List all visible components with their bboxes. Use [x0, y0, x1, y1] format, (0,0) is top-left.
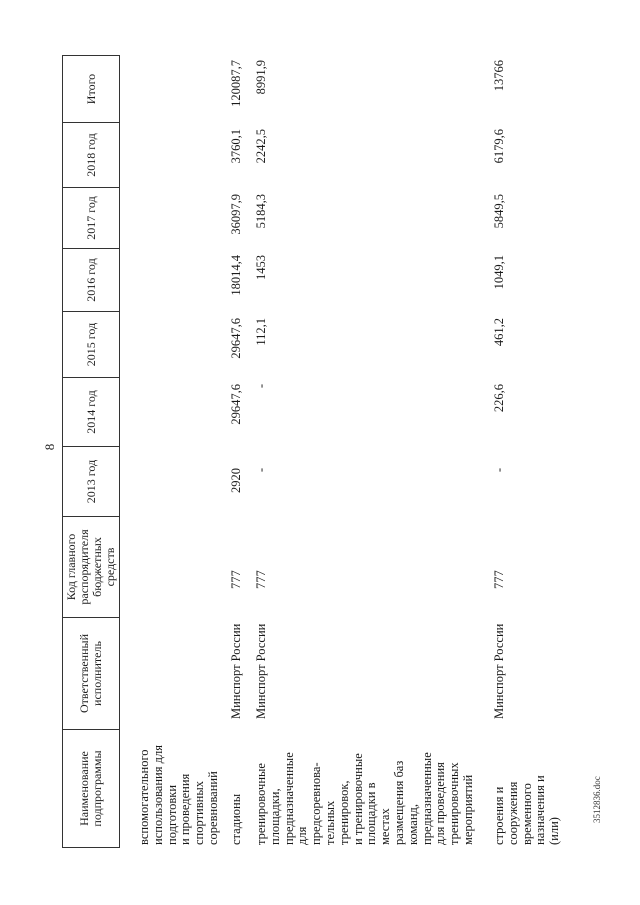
row-value-2013: - — [492, 468, 506, 473]
header-code: Код главного распорядителя бюджетных средств — [63, 516, 119, 617]
row-code: 777 — [229, 570, 243, 589]
header-executor: Ответственный исполнитель — [63, 617, 119, 729]
header-2014: 2014 год — [63, 377, 119, 446]
row-value-2015: 29647,6 — [229, 318, 243, 359]
row-value-2018: 3760,1 — [229, 129, 243, 164]
document-filename: 3512836.doc — [592, 776, 602, 823]
row-value-2015: 112,1 — [254, 318, 268, 346]
header-2016: 2016 год — [63, 248, 119, 311]
table-row — [230, 56, 244, 847]
header-2018: 2018 год — [63, 122, 119, 187]
header-2015: 2015 год — [63, 311, 119, 377]
row-value-total: 13766 — [492, 60, 506, 92]
row-value-2013: 2920 — [229, 468, 243, 493]
header-2017: 2017 год — [63, 187, 119, 248]
table-row — [138, 56, 221, 847]
table-row — [493, 56, 562, 847]
row-executor: Минспорт России — [492, 623, 506, 719]
row-name: строения и сооружения временного назначения и (или) — [492, 775, 562, 845]
row-executor: Минспорт России — [254, 623, 268, 719]
header-2013: 2013 год — [63, 446, 119, 516]
row-value-2014: - — [254, 384, 268, 389]
row-value-total: 8991,9 — [254, 60, 268, 95]
table-header — [62, 55, 120, 848]
row-name: тренировочные площадки, предназначенные для предсоревнова- тельных тренировок, и тренировочные площадки в местах размещения баз команд, предназначенные для проведения тренировочных мероприятий — [254, 752, 475, 845]
table-row — [255, 56, 476, 847]
row-value-2018: 2242,5 — [254, 129, 268, 164]
row-executor: Минспорт России — [229, 623, 243, 719]
row-code: 777 — [254, 570, 268, 589]
row-value-2017: 36097,9 — [229, 194, 243, 235]
row-value-2016: 18014,4 — [229, 255, 243, 296]
row-value-2014: 226,6 — [492, 384, 506, 413]
header-total: Итого — [83, 73, 98, 105]
row-value-total: 120087,7 — [229, 60, 243, 107]
row-value-2014: 29647,6 — [229, 384, 243, 425]
row-value-2016: 1049,1 — [492, 255, 506, 290]
row-value-2013: - — [254, 468, 268, 473]
row-value-2018: 6179,6 — [492, 129, 506, 164]
row-value-2017: 5849,5 — [492, 194, 506, 229]
row-value-2015: 461,2 — [492, 318, 506, 347]
page-number: 8 — [42, 443, 57, 451]
row-name: стадионы — [229, 793, 243, 845]
header-name: Наименование подпрограммы — [63, 729, 119, 847]
row-value-2016: 1453 — [254, 255, 268, 280]
row-name: вспомогательного использования для подготовки и проведения спортивных соревнований — [137, 745, 220, 845]
row-value-2017: 5184,3 — [254, 194, 268, 229]
row-code: 777 — [492, 570, 506, 589]
